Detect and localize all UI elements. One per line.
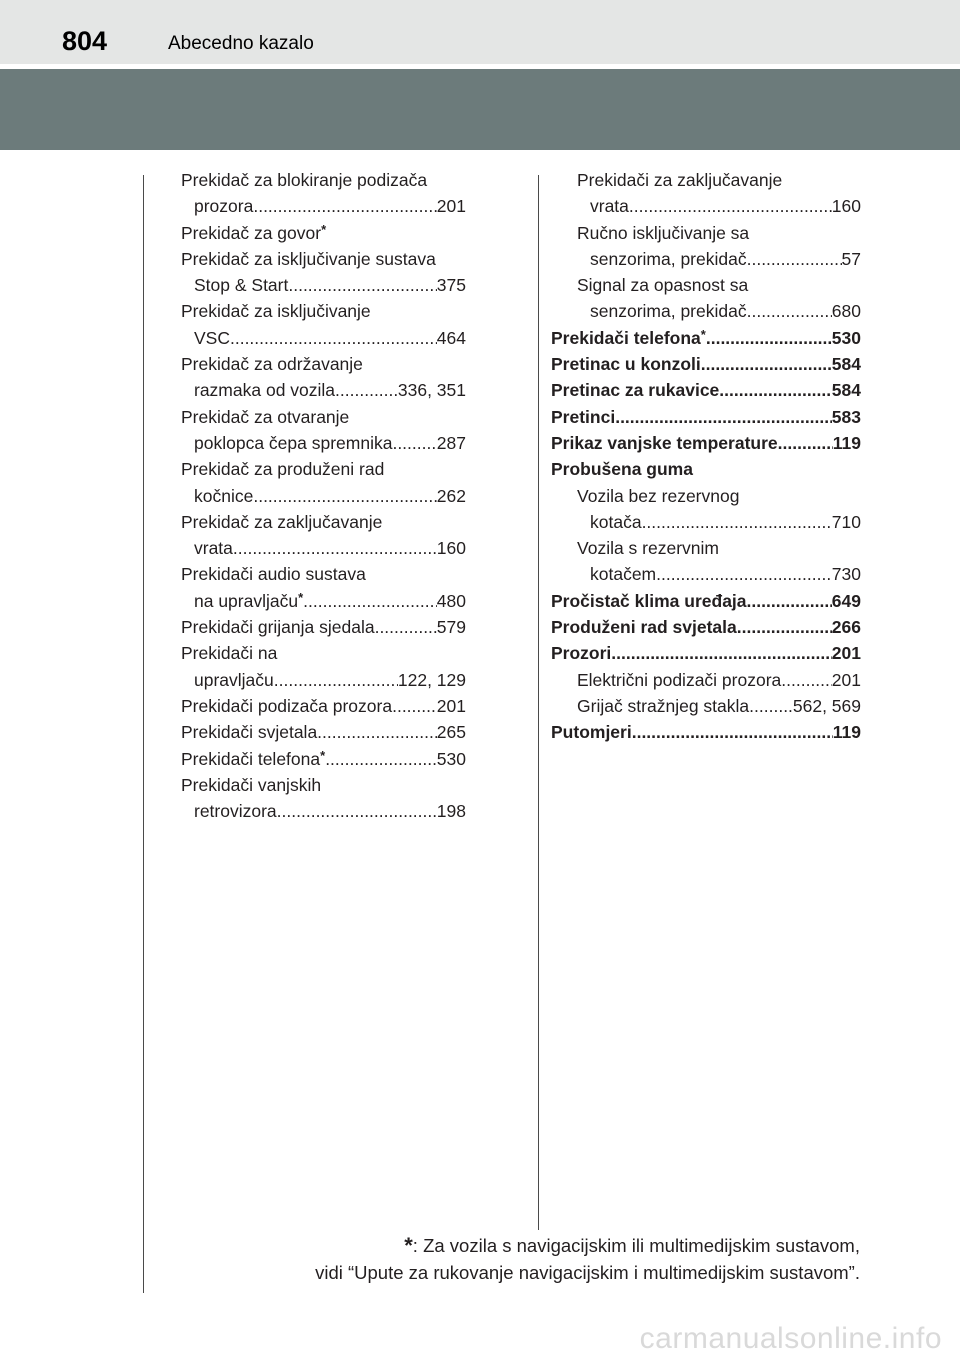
index-subentry: Signal za opasnost sa [577, 275, 749, 296]
index-entry-page: Putomjeri ..... 119 [551, 719, 861, 745]
header-band [0, 69, 960, 150]
index-entry: Prekidač za produženi rad [181, 459, 385, 480]
column-divider [538, 175, 539, 1230]
index-entry-page: Pročistač klima uređaja ..... 649 [551, 588, 861, 614]
section-title: Abecedno kazalo [168, 33, 314, 54]
index-entry-page: Prekidači podizača prozora ..... 201 [181, 693, 466, 719]
index-column-left [181, 167, 466, 824]
footnote-asterisk: * [404, 1233, 413, 1258]
footnote-line-1: *: Za vozila s navigacijskim ili multimedijskim sustavom, [404, 1233, 860, 1258]
index-entry-page: Pretinac u konzoli ..... 584 [551, 351, 861, 377]
index-entry-page: Grijač stražnjeg stakla ..... 562, 569 [551, 693, 861, 719]
index-entry-page: Stop & Start ..... 375 [181, 272, 466, 298]
index-entry-page: Prekidači telefona* ..... 530 [551, 325, 861, 351]
footnote-mark: * [298, 589, 304, 605]
index-entry-page: retrovizora ..... 198 [181, 798, 466, 824]
index-entry-page: vrata ..... 160 [181, 535, 466, 561]
footnote [315, 1232, 860, 1286]
index-entry-page: senzorima, prekidač ..... 57 [551, 246, 861, 272]
index-entry: Prekidači na [181, 643, 278, 664]
left-margin-rule [143, 175, 144, 1293]
index-entry-page: kočnice ..... 262 [181, 483, 466, 509]
index-entry-page: Prozori ..... 201 [551, 640, 861, 666]
index-entry-page: Pretinac za rukavice ..... 584 [551, 377, 861, 403]
index-subentry: Vozila s rezervnim [577, 538, 719, 559]
index-entry-page: Produženi rad svjetala ..... 266 [551, 614, 861, 640]
index-entry: Probušena guma [551, 459, 693, 480]
index-entry: Prekidač za otvaranje [181, 406, 350, 427]
footnote-mark: * [320, 747, 326, 763]
index-subentry: Prekidači za zaključavanje [577, 170, 783, 190]
index-entry: Prekidač za blokiranje podizača [181, 170, 428, 190]
index-entry-page: na upravljaču* ..... 480 [181, 588, 466, 614]
index-entry-page: Prekidači telefona* ..... 530 [181, 746, 466, 772]
watermark: carmanualsonline.info [639, 1322, 942, 1355]
index-entry-page: Prekidači grijanja sjedala ..... 579 [181, 614, 466, 640]
footnote-mark: * [700, 326, 706, 342]
footnote-mark: * [321, 221, 327, 237]
index-subentry: Vozila bez rezervnog [577, 485, 740, 506]
index-entry: Prekidač za isključivanje sustava [181, 248, 436, 269]
index-entry-page: upravljaču ..... 122, 129 [181, 667, 466, 693]
index-column-right [551, 167, 861, 746]
index-entry-page: razmaka od vozila ..... 336, 351 [181, 377, 466, 403]
footnote-line-2: vidi “Upute za rukovanje navigacijskim i multimedijskim sustavom”. [315, 1262, 860, 1283]
index-entry: Prekidači audio sustava [181, 564, 366, 585]
index-entry: Prekidač za govor* [181, 221, 327, 243]
index-entry-page: Prikaz vanjske temperature ..... 119 [551, 430, 861, 456]
index-entry-page: kotačem ..... 730 [551, 561, 861, 587]
page-number: 804 [62, 26, 108, 56]
index-entry-page: poklopca čepa spremnika ..... 287 [181, 430, 466, 456]
index-entry-page: vrata ..... 160 [551, 193, 861, 219]
index-entry: Prekidači vanjskih [181, 774, 322, 795]
index-entry: Prekidač za održavanje [181, 354, 363, 375]
index-entry-page: Električni podizači prozora ..... 201 [551, 667, 861, 693]
index-entry-page: senzorima, prekidač ..... 680 [551, 298, 861, 324]
index-entry-page: prozora ..... 201 [181, 193, 466, 219]
index-subentry: Ručno isključivanje sa [577, 222, 750, 243]
index-entry-page: Pretinci ..... 583 [551, 404, 861, 430]
index-entry-page: kotača ..... 710 [551, 509, 861, 535]
header-bar [0, 0, 960, 64]
index-entry-page: VSC ..... 464 [181, 325, 466, 351]
index-entry: Prekidač za zaključavanje [181, 511, 383, 532]
index-entry-page: Prekidači svjetala ..... 265 [181, 719, 466, 745]
index-entry: Prekidač za isključivanje [181, 301, 371, 322]
